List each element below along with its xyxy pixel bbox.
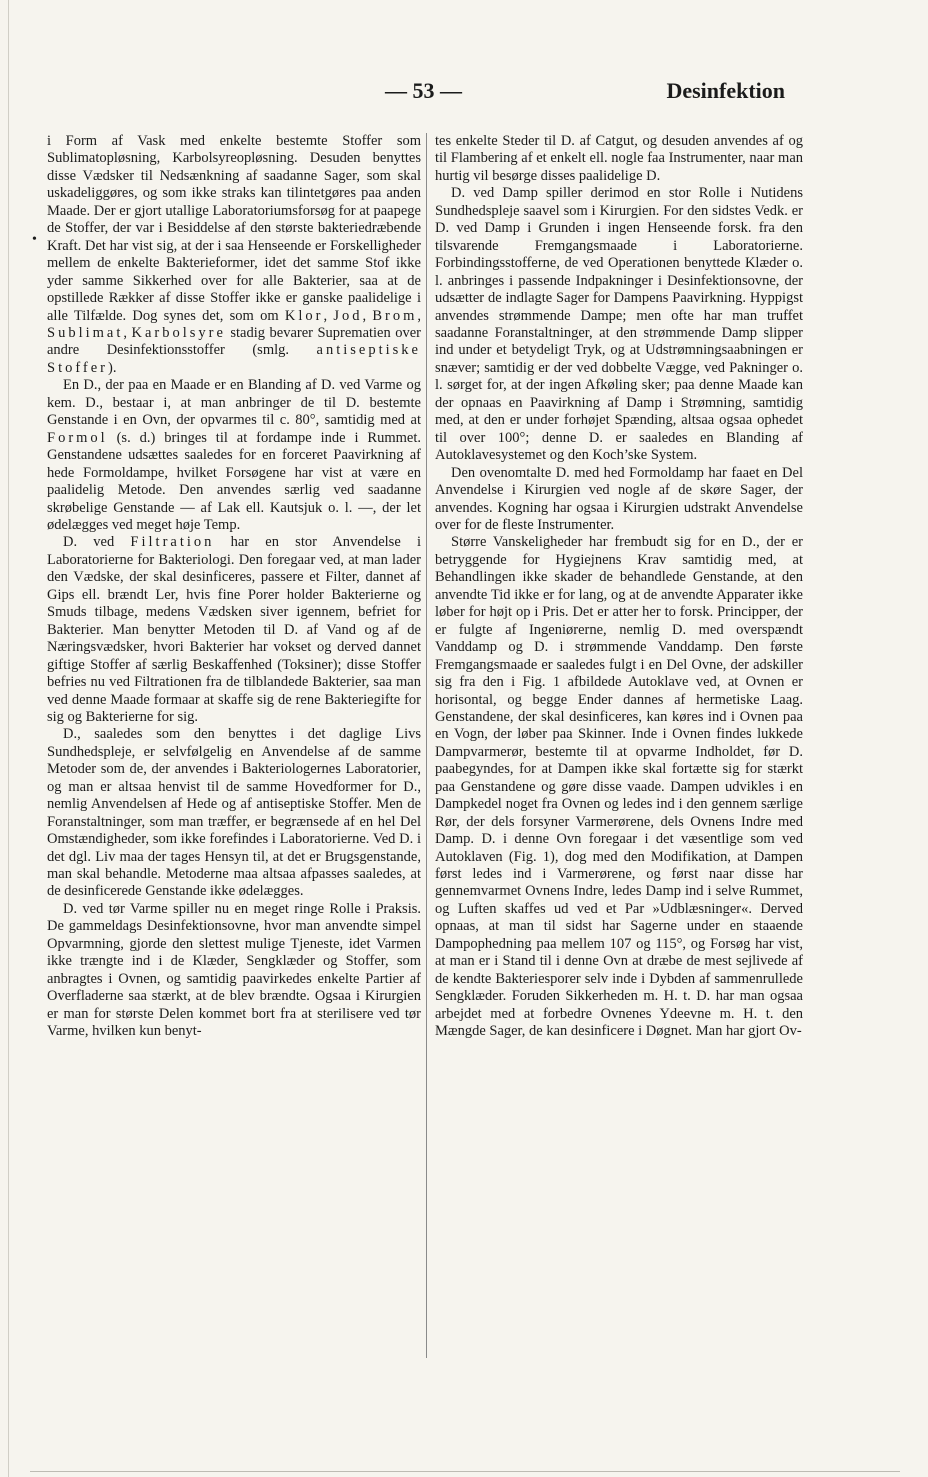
- spaced-term: Karbolsyre: [131, 324, 226, 341]
- spaced-term: Jod: [333, 307, 363, 324]
- paragraph: D. ved Damp spiller derimod en stor Rolle i Nutidens Sundhedspleje saavel som i Kirurgien. For den sidstes Vedk. er D. ved Damp i Grunden i ingen Henseende forsk. fra den tilsvarende Fremgangsmaade i Laboratorierne. Forbindingsstofferne, de ved Operationen benyttede Klæder o. l. anbringes i passende Indpakninger i Desinfektionsovne, der udsætter de indlagte Sager for Dampens Paavirkning. Hyppigst anvendes strømmende Dampe; men ofte har man truffet saadanne Foranstaltninger, at den strømmende Damp slipper ind under et betydeligt Tryk, og at Udstrømningsaabningen er snæver; samtidig er der ved dobbelte Vægge, ved Pakninger o. l. sørget for, at der ingen Afkøling sker; paa denne Maade kan der opnaas en Paavirkning af Damp i Strømning, samtidig med, at den er under forhøjet Spænding, altsaa ogsaa ophedet til over 100°; denne D. er saaledes en Blanding af Autoklavesystemet og den Koch’ske System.: [435, 185, 803, 464]
- running-title: Desinfektion: [666, 78, 785, 103]
- spaced-term: Sublimat: [47, 324, 124, 341]
- paragraph: D., saaledes som den benyttes i det daglige Livs Sundhedspleje, er selvfølgelig en Anvendelse af de samme Metoder som de, der anvendes i Bakteriologernes Laboratorier, og man er altsaa henvist til de samme Hovedformer for D., nemlig Anvendelsen af Hede og af antiseptiske Stoffer. Men de Foranstaltninger, som man træffer, er begrænsede af en hel Del Omstændigheder, som ikke forefindes i Laboratorierne. Ved D. i det dgl. Liv maa der tages Hensyn til, at det er Brugsgenstande, man skal behandle. Metoderne maa altsaa afpasses saaledes, at de desinficerede Genstande ikke ødelægges.: [47, 726, 421, 900]
- right-column: [435, 133, 803, 1041]
- paragraph: D. ved Filtration har en stor Anvendelse i Laboratorierne for Bakteriologi. Den foregaar ved, at man lader den Vædske, der skal desinficeres, passere et Filter, dannet af Gips ell. brændt Ler, hvis fine Porer holder Bakterierne og Smuds tilbage, medens Vædsken siver igennem, befriet for Bakterier. Man benytter Metoden til D. af Vand og af de Næringsvædsker, hvori Bakterier har vokset og derved dannet giftige Stoffer af særlig Beskaffenhed (Toksiner); disse Stoffer befries nu ved Filtrationen fra de tilblandede Bakterier, saa man ved denne Maade formaar at skaffe sig de rene Bakteriegifte for sig og Bakterierne for sig.: [47, 534, 421, 725]
- paragraph: En D., der paa en Maade er en Blanding af D. ved Varme og kem. D., bestaar i, at man anbringer de til D. bestemte Genstande i en Ovn, der opvarmes til c. 80°, samtidig med at Formol (s. d.) bringes til at fordampe inde i Rummet. Genstandene udsættes saaledes for en forceret Paavirkning af hede Formoldampe, hvilket Forsøgene har vist at være en paalidelig Metode. Den anvendes særlig ved saadanne skrøbelige Genstande — af Lak ell. Kautsjuk o. l. —, der let ødelægges ved meget høje Temp.: [47, 377, 421, 533]
- paragraph: tes enkelte Steder til D. af Catgut, og desuden anvendes af og til Flambering af et enkelt ell. nogle faa Instrumenter, naar man hurtig vil besørge disses paalidelige D.: [435, 133, 803, 184]
- column-divider: [426, 133, 427, 1358]
- spaced-term: Klor: [284, 307, 324, 324]
- page-number: — 53 —: [385, 78, 462, 103]
- paragraph: D. ved tør Varme spiller nu en meget ringe Rolle i Praksis. De gammeldags Desinfektionsovne, hvor man anvendte simpel Opvarmning, gjorde den slettest mulige Tjeneste, idet Varmen ikke trængte ind i de Klæder, Sengklæder og Stoffer, som anbragtes i Ovnen, og samtidig paavirkedes enkelte Partier af Overfladerne saa stærkt, at de blev brændte. Ogsaa i Kirurgien er man for største Delen kommet bort fra at sterilisere ved tør Varme, hvilken kun benyt-: [47, 900, 421, 1040]
- left-column: [47, 133, 421, 1041]
- paragraph: i Form af Vask med enkelte bestemte Stoffer som Sublimatopløsning, Karbolsyreopløsning. Desuden benyttes disse Vædsker til Nedsænkning af saadanne Sager, som skal uskadeliggøres, og som ikke straks kan tilintetgøres paa anden Maade. Der er gjort utallige Laboratoriumsforsøg for at paapege de Stoffer, der var i Besiddelse af den største bakteriedræbende Kraft. Det har vist sig, at der i saa Henseende er Forskelligheder mellem de enkelte Bakterieformer, idet det samme Stof ikke yder samme Sikkerhed over for alle Bakterier, saa at de opstillede Rækker af disse Stoffer ikke er ganske paalidelige i alle Tilfælde. Dog synes det, som om Klor, Jod, Brom, Sublimat, Karbolsyre stadig bevarer Suprematien over andre Desinfektionsstoffer (smlg. antiseptiske Stoffer).: [47, 133, 422, 376]
- scan-bottom-line: [30, 1471, 900, 1472]
- paragraph: Den ovenomtalte D. med hed Formoldamp har faaet en Del Anvendelse i Kirurgien ved nogle af de skøre Sager, der anvendes. Kogning har ogsaa i Kirurgien udstrakt Anvendelse over for de fleste Instrumenter.: [435, 464, 803, 533]
- scan-edge-line: [8, 0, 9, 1477]
- spaced-term: Formol: [47, 429, 108, 446]
- margin-mark: •: [32, 232, 37, 247]
- page-header: [45, 78, 785, 106]
- spaced-term: antiseptiske Stoffer: [47, 342, 421, 376]
- spaced-term: Filtration: [130, 534, 215, 551]
- spaced-term: Brom: [372, 307, 418, 324]
- paragraph: Større Vanskeligheder har frembudt sig for en D., der er betryggende for Hygiejnens Krav samtidig med, at Behandlingen ikke skader de behandlede Genstande, at den anvendte Tid ikke er for lang, og at de anvendte Apparater ikke løber for højt op i Pris. Det er atter her to forsk. Principper, der er fulgte af Ingeniørerne, nemlig D. med overspændt Vanddamp og D. i strømmende Vanddamp. Den første Fremgangsmaade er saaledes fulgt i en Del Ovne, der adskiller sig fra den i Fig. 1 afbildede Autoklave ved, at Ovnen er horisontal, og begge Ender dannes af hermetiske Laag. Genstandene, der skal desinficeres, kan køres ind i Ovnen paa en Vogn, der løber paa Skinner. Inde i Ovnen findes lukkede Dampvarmerør, bestemte til at opvarme Indholdet, før D. paabegyndes, for at Dampen ikke skal fortætte sig for stærkt paa Genstandene og gøre disse vaade. Dampen udvikles i en Dampkedel noget fra Ovnen og ledes ind i den gennem særlige Rør, der dels forsyner Varmerørene, dels Ovnens Indre med Damp. D. i denne Ovn foregaar i det væsentlige som ved Autoklaven (Fig. 1), dog med den Modifikation, at Dampen først ledes ind i Varmerørene, og først naar disse har gennemvarmet Ovnens Indre, ledes Damp ind i selve Rummet, og Luften skaffes ud ved et Par »Udblæsninger«. Derved opnaas, at man til sidst har Sagerne under en staaende Dampophedning paa mellem 107 og 115°, og Forsøg har vist, at man er i Stand til i denne Ovn at dræbe de mest sejlivede af de kendte Bakteriesporer selv inde i Dybden af sammenrullede Sengklæder. Foruden Sikkerheden m. H. t. D. har man ogsaa arbejdet med at forbedre Ovnenes Ydeevne m. H. t. den Mængde Sager, de kan desinficere i Døgnet. Man har gjort Ov-: [435, 534, 803, 1040]
